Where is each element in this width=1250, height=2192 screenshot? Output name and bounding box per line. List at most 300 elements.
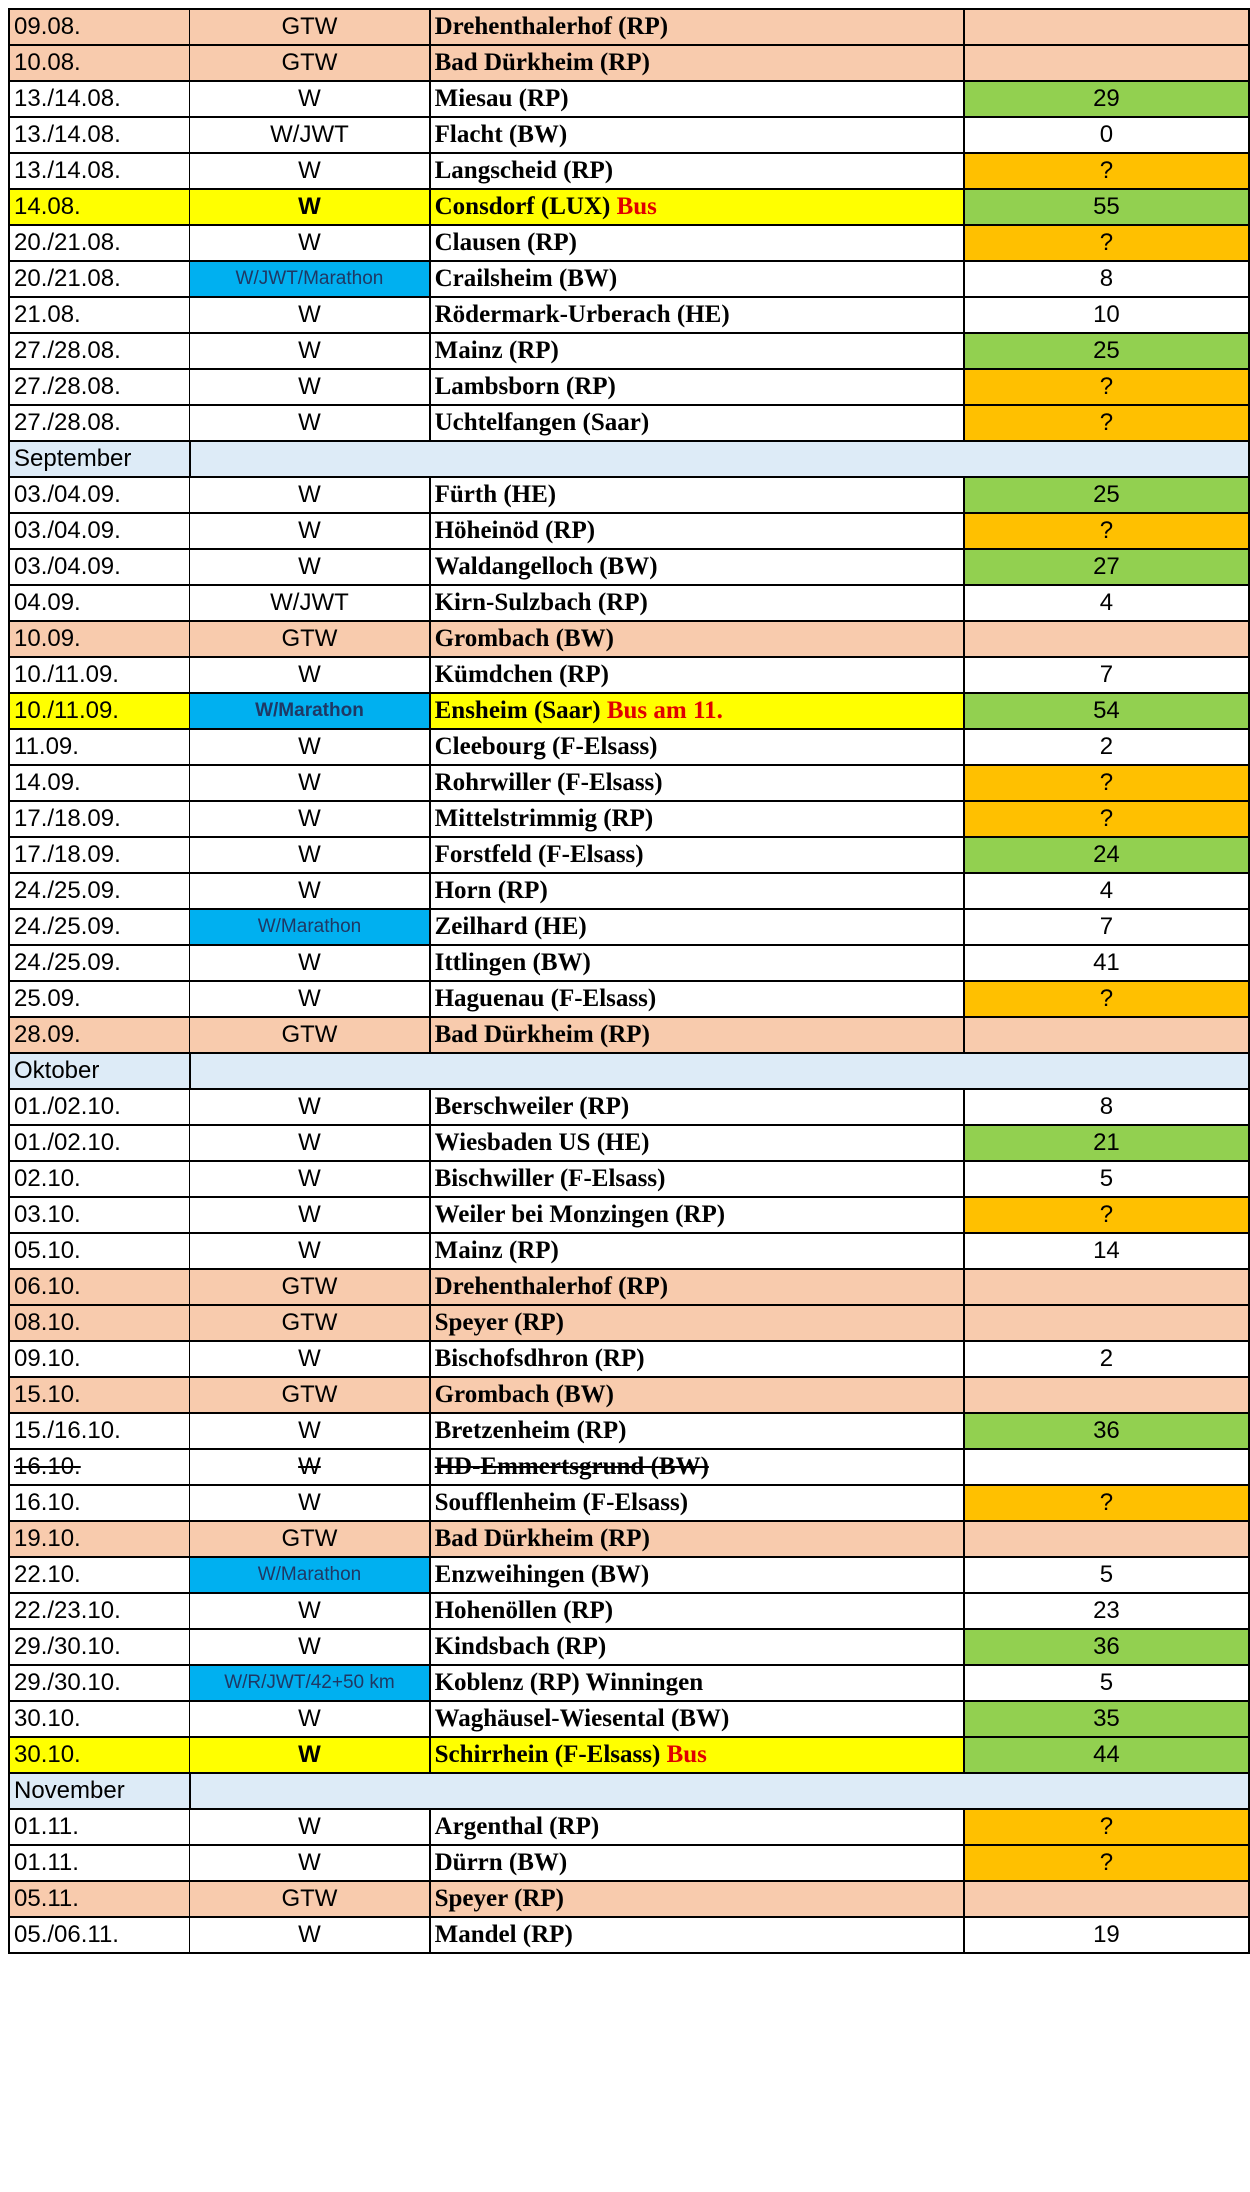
event-row [9, 1809, 1249, 1845]
month-header-row [9, 1053, 1249, 1089]
place-cell [430, 405, 964, 441]
place-cell [430, 765, 964, 801]
type-cell: W [190, 549, 430, 585]
type-cell: W/JWT/Marathon [190, 261, 430, 297]
gtw-row [9, 1377, 1249, 1413]
events-table-body [9, 9, 1249, 1953]
place-name: Crailsheim (BW) [434, 265, 618, 292]
place-name: Speyer (RP) [434, 1309, 564, 1336]
place-cell [430, 657, 964, 693]
participant-count-cell: ? [964, 1485, 1249, 1521]
place-cell [430, 1809, 964, 1845]
event-row [9, 261, 1249, 297]
bus-event-row [9, 189, 1249, 225]
date-cell: 25.09. [9, 981, 190, 1017]
event-row [9, 225, 1249, 261]
place-name: Langscheid (RP) [434, 157, 614, 184]
event-row [9, 405, 1249, 441]
event-row [9, 1197, 1249, 1233]
event-row [9, 873, 1249, 909]
place-cell [430, 981, 964, 1017]
participant-count-cell: 27 [964, 549, 1249, 585]
participant-count-cell: ? [964, 369, 1249, 405]
participant-count-cell: ? [964, 153, 1249, 189]
type-cell: W/Marathon [190, 1557, 430, 1593]
place-name: Consdorf (LUX) [434, 193, 611, 220]
event-row [9, 333, 1249, 369]
event-row [9, 801, 1249, 837]
gtw-row [9, 45, 1249, 81]
place-name: Cleebourg (F-Elsass) [434, 733, 658, 760]
event-row [9, 765, 1249, 801]
place-name: Höheinöd (RP) [434, 517, 596, 544]
type-cell: W [190, 1197, 430, 1233]
date-cell: 15.10. [9, 1377, 190, 1413]
bus-note: Bus am 11. [606, 697, 723, 724]
participant-count-cell: 0 [964, 117, 1249, 153]
participant-count-cell: 36 [964, 1413, 1249, 1449]
participant-count-cell [964, 45, 1249, 81]
event-row [9, 585, 1249, 621]
date-cell: 04.09. [9, 585, 190, 621]
place-name: Bischofsdhron (RP) [434, 1345, 645, 1372]
month-header-row [9, 441, 1249, 477]
place-name: Bad Dürkheim (RP) [434, 1525, 650, 1552]
date-cell: 10.08. [9, 45, 190, 81]
participant-count-cell: 25 [964, 477, 1249, 513]
date-cell: 06.10. [9, 1269, 190, 1305]
date-cell: 08.10. [9, 1305, 190, 1341]
type-cell: W [190, 1233, 430, 1269]
type-cell: W [190, 1161, 430, 1197]
place-name: Mainz (RP) [434, 337, 559, 364]
participant-count-cell: 29 [964, 81, 1249, 117]
date-cell: 10.09. [9, 621, 190, 657]
place-cell [430, 81, 964, 117]
events-table [8, 8, 1250, 1954]
place-name: Argenthal (RP) [434, 1813, 600, 1840]
place-name: Uchtelfangen (Saar) [434, 409, 650, 436]
place-cell [430, 1485, 964, 1521]
date-cell: 03./04.09. [9, 513, 190, 549]
place-name: Soufflenheim (F-Elsass) [434, 1489, 689, 1516]
place-cell [430, 801, 964, 837]
place-cell [430, 873, 964, 909]
date-cell: 16.10. [9, 1485, 190, 1521]
event-row [9, 1089, 1249, 1125]
place-cell [430, 909, 964, 945]
gtw-row [9, 1269, 1249, 1305]
event-row [9, 1449, 1249, 1485]
date-cell: 29./30.10. [9, 1665, 190, 1701]
type-cell: W [190, 981, 430, 1017]
date-cell: 20./21.08. [9, 225, 190, 261]
place-cell [430, 1629, 964, 1665]
event-row [9, 981, 1249, 1017]
event-row [9, 945, 1249, 981]
event-row [9, 1701, 1249, 1737]
date-cell: 30.10. [9, 1701, 190, 1737]
gtw-row [9, 1881, 1249, 1917]
place-cell [430, 1197, 964, 1233]
participant-count-cell: 5 [964, 1161, 1249, 1197]
place-cell [430, 117, 964, 153]
event-row [9, 1125, 1249, 1161]
participant-count-cell: 5 [964, 1665, 1249, 1701]
participant-count-cell: 36 [964, 1629, 1249, 1665]
participant-count-cell: 19 [964, 1917, 1249, 1953]
month-header-fill [190, 1773, 1249, 1809]
type-cell: W [190, 1341, 430, 1377]
place-cell [430, 1557, 964, 1593]
place-name: HD-Emmertsgrund (BW) [434, 1453, 709, 1480]
place-cell [430, 261, 964, 297]
type-cell: W [190, 189, 430, 225]
event-row [9, 1917, 1249, 1953]
participant-count-cell: 25 [964, 333, 1249, 369]
type-cell: W [190, 333, 430, 369]
place-name: Bad Dürkheim (RP) [434, 1021, 650, 1048]
event-row [9, 1233, 1249, 1269]
participant-count-cell: 21 [964, 1125, 1249, 1161]
place-cell [430, 1017, 964, 1053]
participant-count-cell: 23 [964, 1593, 1249, 1629]
month-label: Oktober [9, 1053, 190, 1089]
place-name: Fürth (HE) [434, 481, 557, 508]
participant-count-cell [964, 1305, 1249, 1341]
date-cell: 22.10. [9, 1557, 190, 1593]
place-cell [430, 837, 964, 873]
event-row [9, 1629, 1249, 1665]
date-cell: 02.10. [9, 1161, 190, 1197]
participant-count-cell: 8 [964, 261, 1249, 297]
place-name: Waghäusel-Wiesental (BW) [434, 1705, 730, 1732]
type-cell: W [190, 1845, 430, 1881]
date-cell: 13./14.08. [9, 153, 190, 189]
date-cell: 19.10. [9, 1521, 190, 1557]
place-cell [430, 1665, 964, 1701]
place-name: Rohrwiller (F-Elsass) [434, 769, 663, 796]
place-name: Bretzenheim (RP) [434, 1417, 627, 1444]
type-cell: W [190, 1125, 430, 1161]
date-cell: 13./14.08. [9, 117, 190, 153]
place-name: Weiler bei Monzingen (RP) [434, 1201, 726, 1228]
participant-count-cell: 4 [964, 585, 1249, 621]
type-cell: GTW [190, 621, 430, 657]
event-row [9, 1341, 1249, 1377]
participant-count-cell [964, 1449, 1249, 1485]
place-name: Drehenthalerhof (RP) [434, 13, 669, 40]
place-cell [430, 729, 964, 765]
place-name: Horn (RP) [434, 877, 548, 904]
type-cell: W [190, 1485, 430, 1521]
place-name: Berschweiler (RP) [434, 1093, 630, 1120]
participant-count-cell: ? [964, 981, 1249, 1017]
participant-count-cell: 44 [964, 1737, 1249, 1773]
place-name: Koblenz (RP) Winningen [434, 1669, 704, 1696]
participant-count-cell [964, 9, 1249, 45]
event-row [9, 549, 1249, 585]
place-cell [430, 1269, 964, 1305]
gtw-row [9, 9, 1249, 45]
place-name: Forstfeld (F-Elsass) [434, 841, 644, 868]
participant-count-cell: 24 [964, 837, 1249, 873]
event-row [9, 81, 1249, 117]
participant-count-cell: 54 [964, 693, 1249, 729]
place-cell [430, 1377, 964, 1413]
date-cell: 27./28.08. [9, 369, 190, 405]
date-cell: 05.10. [9, 1233, 190, 1269]
place-name: Ittlingen (BW) [434, 949, 591, 976]
date-cell: 24./25.09. [9, 873, 190, 909]
participant-count-cell: ? [964, 1197, 1249, 1233]
place-cell [430, 9, 964, 45]
date-cell: 27./28.08. [9, 333, 190, 369]
date-cell: 28.09. [9, 1017, 190, 1053]
place-cell [430, 1593, 964, 1629]
bus-note: Bus [616, 193, 657, 220]
participant-count-cell: ? [964, 225, 1249, 261]
date-cell: 14.08. [9, 189, 190, 225]
place-cell [430, 1521, 964, 1557]
place-name: Flacht (BW) [434, 121, 568, 148]
type-cell: W [190, 1737, 430, 1773]
event-row [9, 729, 1249, 765]
date-cell: 05.11. [9, 1881, 190, 1917]
place-name: Speyer (RP) [434, 1885, 564, 1912]
date-cell: 03./04.09. [9, 549, 190, 585]
event-row [9, 909, 1249, 945]
type-cell: GTW [190, 1881, 430, 1917]
participant-count-cell [964, 1269, 1249, 1305]
date-cell: 21.08. [9, 297, 190, 333]
date-cell: 15./16.10. [9, 1413, 190, 1449]
participant-count-cell: 2 [964, 729, 1249, 765]
participant-count-cell [964, 1377, 1249, 1413]
place-name: Rödermark-Urberach (HE) [434, 301, 730, 328]
type-cell: GTW [190, 1377, 430, 1413]
bus-event-row [9, 1737, 1249, 1773]
type-cell: W [190, 513, 430, 549]
place-cell [430, 1845, 964, 1881]
event-row [9, 1413, 1249, 1449]
place-name: Kirn-Sulzbach (RP) [434, 589, 648, 616]
place-cell [430, 621, 964, 657]
place-name: Zeilhard (HE) [434, 913, 587, 940]
date-cell: 10./11.09. [9, 657, 190, 693]
participant-count-cell: ? [964, 801, 1249, 837]
type-cell: W [190, 729, 430, 765]
participant-count-cell: 7 [964, 657, 1249, 693]
place-name: Mainz (RP) [434, 1237, 559, 1264]
date-cell: 17./18.09. [9, 837, 190, 873]
type-cell: GTW [190, 1305, 430, 1341]
place-name: Wiesbaden US (HE) [434, 1129, 650, 1156]
place-name: Lambsborn (RP) [434, 373, 616, 400]
place-name: Schirrhein (F-Elsass) [434, 1741, 661, 1768]
type-cell: W [190, 369, 430, 405]
date-cell: 09.10. [9, 1341, 190, 1377]
place-name: Bischwiller (F-Elsass) [434, 1165, 666, 1192]
type-cell: W [190, 297, 430, 333]
date-cell: 27./28.08. [9, 405, 190, 441]
event-row [9, 1161, 1249, 1197]
date-cell: 14.09. [9, 765, 190, 801]
date-cell: 01.11. [9, 1845, 190, 1881]
participant-count-cell: 7 [964, 909, 1249, 945]
place-cell [430, 1341, 964, 1377]
type-cell: W [190, 1413, 430, 1449]
type-cell: W/Marathon [190, 693, 430, 729]
date-cell: 01./02.10. [9, 1089, 190, 1125]
type-cell: W [190, 1593, 430, 1629]
place-cell [430, 1737, 964, 1773]
participant-count-cell [964, 621, 1249, 657]
place-name: Dürrn (BW) [434, 1849, 568, 1876]
place-name: Clausen (RP) [434, 229, 577, 256]
participant-count-cell: 4 [964, 873, 1249, 909]
place-name: Hohenöllen (RP) [434, 1597, 614, 1624]
place-cell [430, 1701, 964, 1737]
event-row [9, 1845, 1249, 1881]
month-header-fill [190, 1053, 1249, 1089]
date-cell: 03.10. [9, 1197, 190, 1233]
type-cell: W [190, 81, 430, 117]
place-name: Kümdchen (RP) [434, 661, 609, 688]
type-cell: W [190, 1809, 430, 1845]
gtw-row [9, 621, 1249, 657]
date-cell: 01.11. [9, 1809, 190, 1845]
place-cell [430, 297, 964, 333]
type-cell: W [190, 405, 430, 441]
place-name: Kindsbach (RP) [434, 1633, 607, 1660]
participant-count-cell: ? [964, 1809, 1249, 1845]
type-cell: W [190, 153, 430, 189]
type-cell: W [190, 837, 430, 873]
event-row [9, 1557, 1249, 1593]
place-cell [430, 1125, 964, 1161]
participant-count-cell: 55 [964, 189, 1249, 225]
event-row [9, 369, 1249, 405]
participant-count-cell [964, 1521, 1249, 1557]
place-name: Ensheim (Saar) [434, 697, 601, 724]
place-name: Miesau (RP) [434, 85, 569, 112]
date-cell: 29./30.10. [9, 1629, 190, 1665]
type-cell: W [190, 657, 430, 693]
event-row [9, 1665, 1249, 1701]
date-cell: 09.08. [9, 9, 190, 45]
event-row [9, 657, 1249, 693]
type-cell: GTW [190, 1269, 430, 1305]
place-cell [430, 45, 964, 81]
place-cell [430, 585, 964, 621]
type-cell: W/JWT [190, 117, 430, 153]
date-cell: 11.09. [9, 729, 190, 765]
type-cell: W [190, 1629, 430, 1665]
date-cell: 22./23.10. [9, 1593, 190, 1629]
date-cell: 30.10. [9, 1737, 190, 1773]
type-cell: W [190, 225, 430, 261]
event-row [9, 513, 1249, 549]
type-cell: GTW [190, 1017, 430, 1053]
participant-count-cell: ? [964, 405, 1249, 441]
type-cell: GTW [190, 1521, 430, 1557]
participant-count-cell: 5 [964, 1557, 1249, 1593]
type-cell: GTW [190, 9, 430, 45]
type-cell: W [190, 945, 430, 981]
place-name: Grombach (BW) [434, 625, 615, 652]
place-cell [430, 333, 964, 369]
date-cell: 10./11.09. [9, 693, 190, 729]
place-cell [430, 1305, 964, 1341]
place-cell [430, 369, 964, 405]
event-row [9, 1593, 1249, 1629]
month-label: September [9, 441, 190, 477]
place-name: Grombach (BW) [434, 1381, 615, 1408]
event-row [9, 1485, 1249, 1521]
type-cell: W [190, 1089, 430, 1125]
event-row [9, 477, 1249, 513]
month-label: November [9, 1773, 190, 1809]
place-cell [430, 1233, 964, 1269]
date-cell: 24./25.09. [9, 909, 190, 945]
date-cell: 01./02.10. [9, 1125, 190, 1161]
place-name: Bad Dürkheim (RP) [434, 49, 650, 76]
place-name: Mittelstrimmig (RP) [434, 805, 654, 832]
type-cell: GTW [190, 45, 430, 81]
participant-count-cell [964, 1881, 1249, 1917]
type-cell: W [190, 801, 430, 837]
date-cell: 16.10. [9, 1449, 190, 1485]
date-cell: 03./04.09. [9, 477, 190, 513]
month-header-fill [190, 441, 1249, 477]
participant-count-cell: 41 [964, 945, 1249, 981]
place-cell [430, 1881, 964, 1917]
date-cell: 24./25.09. [9, 945, 190, 981]
place-name: Drehenthalerhof (RP) [434, 1273, 669, 1300]
participant-count-cell: 14 [964, 1233, 1249, 1269]
place-name: Enzweihingen (BW) [434, 1561, 650, 1588]
gtw-row [9, 1305, 1249, 1341]
participant-count-cell: 8 [964, 1089, 1249, 1125]
place-cell [430, 513, 964, 549]
date-cell: 13./14.08. [9, 81, 190, 117]
type-cell: W/R/JWT/42+50 km [190, 1665, 430, 1701]
type-cell: W/JWT [190, 585, 430, 621]
place-name: Waldangelloch (BW) [434, 553, 658, 580]
date-cell: 17./18.09. [9, 801, 190, 837]
place-cell [430, 1089, 964, 1125]
type-cell: W/Marathon [190, 909, 430, 945]
participant-count-cell: 35 [964, 1701, 1249, 1737]
gtw-row [9, 1017, 1249, 1053]
place-cell [430, 1449, 964, 1485]
place-name: Mandel (RP) [434, 1921, 573, 1948]
type-cell: W [190, 1449, 430, 1485]
place-name: Haguenau (F-Elsass) [434, 985, 657, 1012]
place-cell [430, 477, 964, 513]
place-cell [430, 693, 964, 729]
participant-count-cell: 10 [964, 297, 1249, 333]
event-row [9, 837, 1249, 873]
type-cell: W [190, 873, 430, 909]
bus-event-row [9, 693, 1249, 729]
date-cell: 20./21.08. [9, 261, 190, 297]
place-cell [430, 189, 964, 225]
place-cell [430, 1413, 964, 1449]
place-cell [430, 153, 964, 189]
place-cell [430, 549, 964, 585]
